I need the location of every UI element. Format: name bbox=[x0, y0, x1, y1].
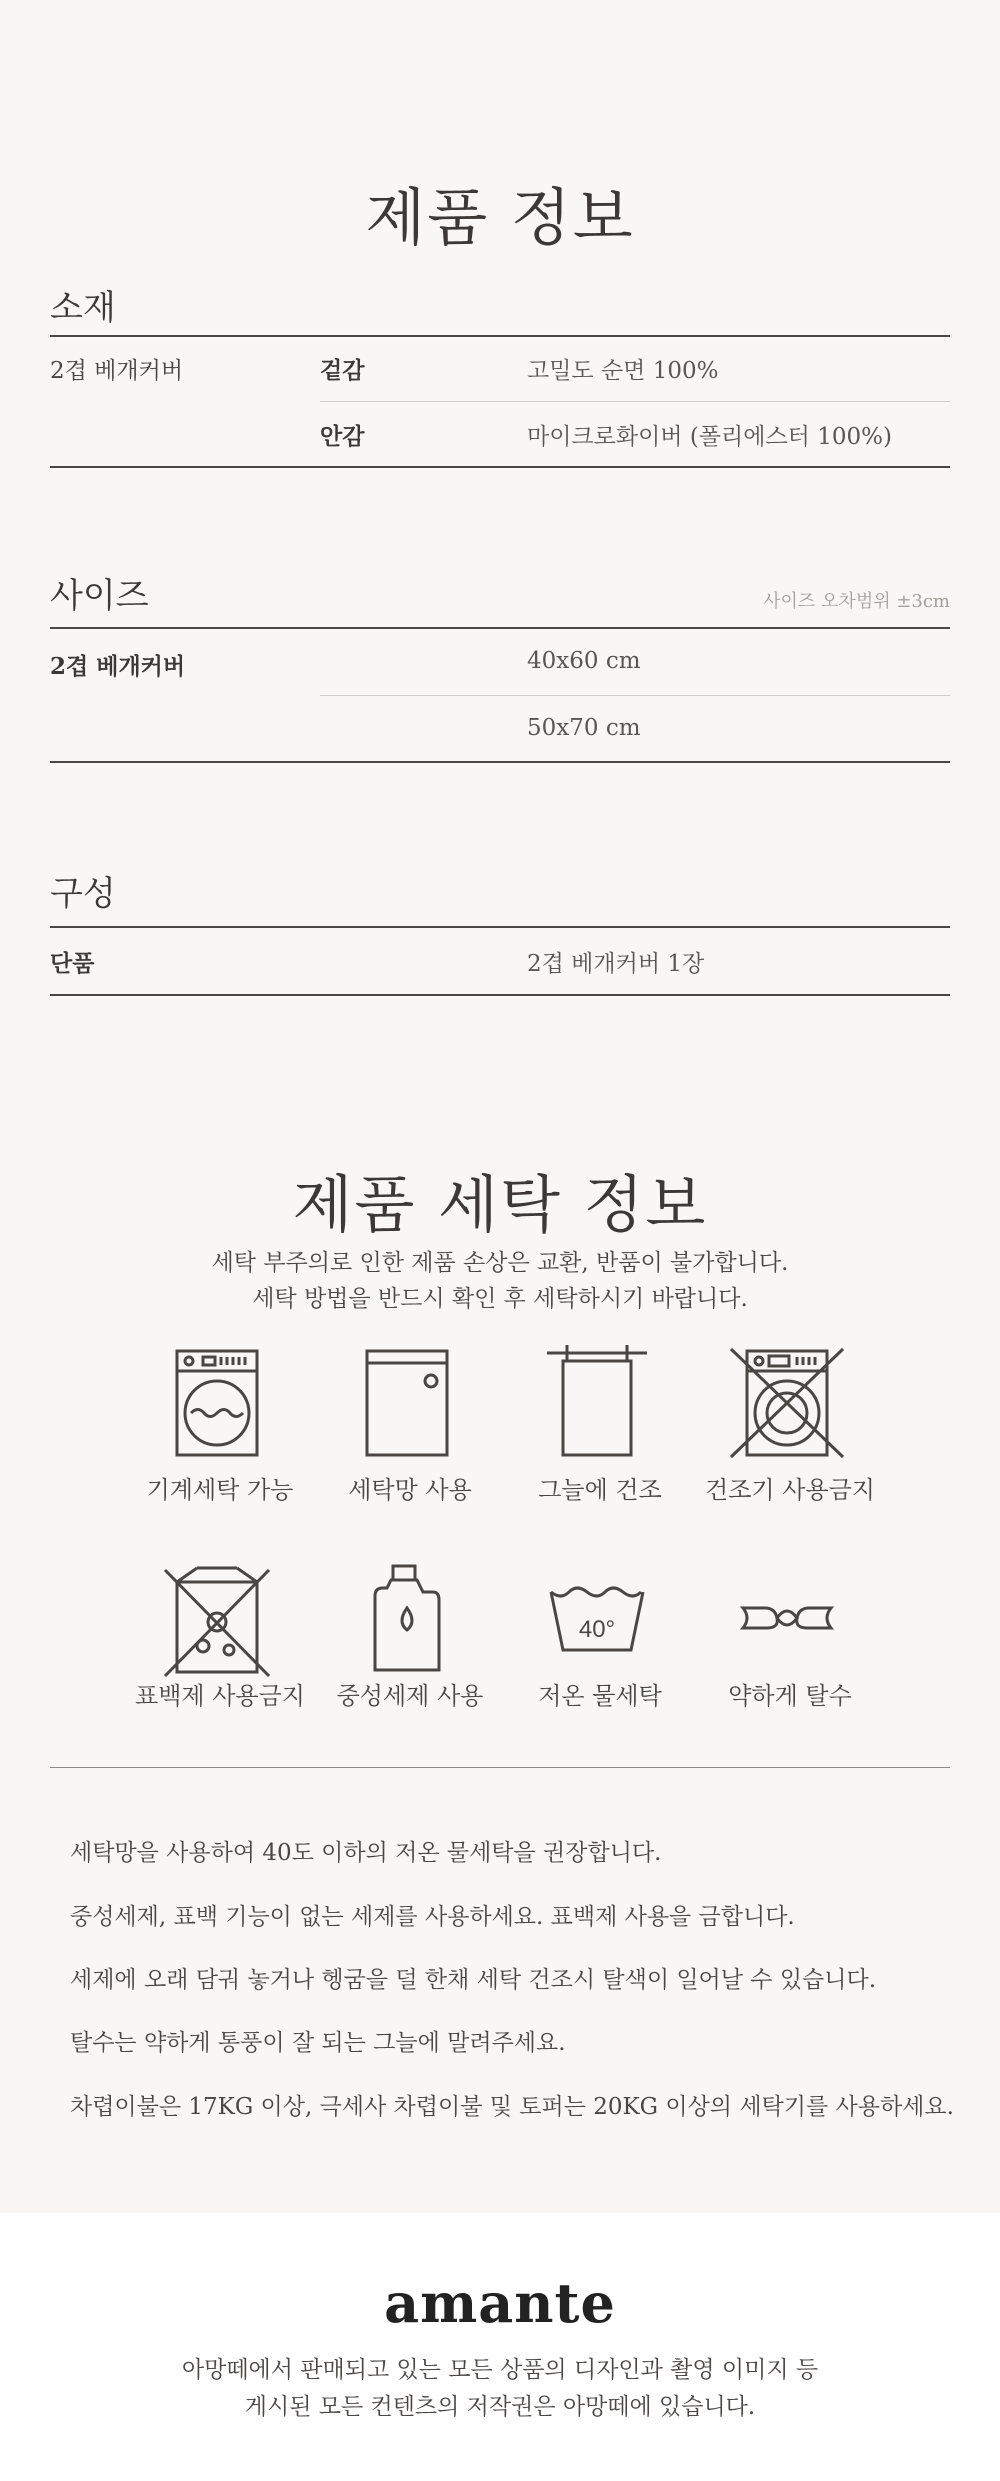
material-row-divider bbox=[320, 401, 950, 402]
footer bbox=[0, 2213, 1000, 2481]
laundry-net-icon bbox=[347, 1341, 467, 1461]
size-section-title: 사이즈 bbox=[50, 576, 149, 616]
icon-label: 표백제 사용금지 bbox=[135, 1682, 305, 1710]
washing-guide-line: 차렵이불은 17KG 이상, 극세사 차렵이불 및 토퍼는 20KG 이상의 세탁기를 사용하세요. bbox=[70, 2094, 954, 2120]
material-row-value: 고밀도 순면 100% bbox=[527, 358, 719, 384]
washing-info-title: 제품 세탁 정보 bbox=[292, 1168, 708, 1241]
no-dryer-icon bbox=[727, 1341, 847, 1461]
icon-label: 약하게 탈수 bbox=[728, 1682, 852, 1710]
icon-label: 저온 물세탁 bbox=[538, 1682, 662, 1710]
material-section-title: 소재 bbox=[50, 288, 116, 328]
icon-label: 중성세제 사용 bbox=[336, 1682, 484, 1710]
composition-top-rule bbox=[50, 926, 950, 928]
washing-notice-line: 세탁 부주의로 인한 제품 손상은 교환, 반품이 불가합니다. bbox=[211, 1250, 789, 1276]
size-top-rule bbox=[50, 627, 950, 629]
washing-divider bbox=[50, 1767, 950, 1768]
copyright-line: 게시된 모든 컨텐츠의 저작권은 아망떼에 있습니다. bbox=[244, 2394, 756, 2420]
wash-temperature: 40° bbox=[578, 1616, 616, 1643]
material-row-label: 안감 bbox=[320, 423, 365, 450]
size-value: 40x60 cm bbox=[527, 648, 641, 674]
material-row-value: 마이크로화이버 (폴리에스터 100%) bbox=[527, 424, 892, 450]
washing-guide-line: 세탁망을 사용하여 40도 이하의 저온 물세탁을 권장합니다. bbox=[70, 1840, 662, 1866]
material-row-label: 겉감 bbox=[320, 357, 365, 384]
composition-label: 단품 bbox=[50, 950, 95, 977]
composition-bottom-rule bbox=[50, 994, 950, 996]
icon-label: 세탁망 사용 bbox=[348, 1476, 472, 1504]
washing-notice-line: 세탁 방법을 반드시 확인 후 세탁하시기 바랍니다. bbox=[252, 1286, 748, 1312]
no-bleach-icon bbox=[157, 1560, 277, 1680]
size-value: 50x70 cm bbox=[527, 715, 641, 741]
icon-label: 그늘에 건조 bbox=[538, 1476, 662, 1504]
neutral-detergent-icon bbox=[347, 1560, 467, 1680]
size-item: 2겹 베개커버 bbox=[50, 653, 186, 680]
size-row-divider bbox=[320, 695, 950, 696]
size-bottom-rule bbox=[50, 761, 950, 763]
size-tolerance-note: 사이즈 오차범위 ±3cm bbox=[763, 591, 950, 612]
copyright-line: 아망떼에서 판매되고 있는 모든 상품의 디자인과 촬영 이미지 등 bbox=[181, 2357, 819, 2383]
brand-logo: amante bbox=[384, 2271, 616, 2335]
washing-machine-icon bbox=[157, 1341, 277, 1461]
icon-label: 기계세탁 가능 bbox=[146, 1476, 294, 1504]
product-info-title: 제품 정보 bbox=[365, 181, 635, 254]
material-item: 2겹 베개커버 bbox=[50, 358, 184, 384]
composition-value: 2겹 베개커버 1장 bbox=[527, 951, 705, 977]
material-bottom-rule bbox=[50, 466, 950, 468]
material-top-rule bbox=[50, 335, 950, 337]
icon-label: 건조기 사용금지 bbox=[705, 1476, 875, 1504]
composition-section-title: 구성 bbox=[50, 874, 116, 914]
shade-dry-icon bbox=[537, 1341, 657, 1461]
washing-guide-line: 중성세제, 표백 기능이 없는 세제를 사용하세요. 표백제 사용을 금합니다. bbox=[70, 1904, 795, 1930]
wash-40-icon bbox=[537, 1560, 657, 1680]
washing-guide-line: 탈수는 약하게 통풍이 잘 되는 그늘에 말려주세요. bbox=[70, 2030, 566, 2056]
gentle-spin-icon bbox=[727, 1560, 847, 1680]
washing-guide-line: 세제에 오래 담궈 놓거나 헹굼을 덜 한채 세탁 건조시 탈색이 일어날 수 있습니다. bbox=[70, 1967, 877, 1993]
